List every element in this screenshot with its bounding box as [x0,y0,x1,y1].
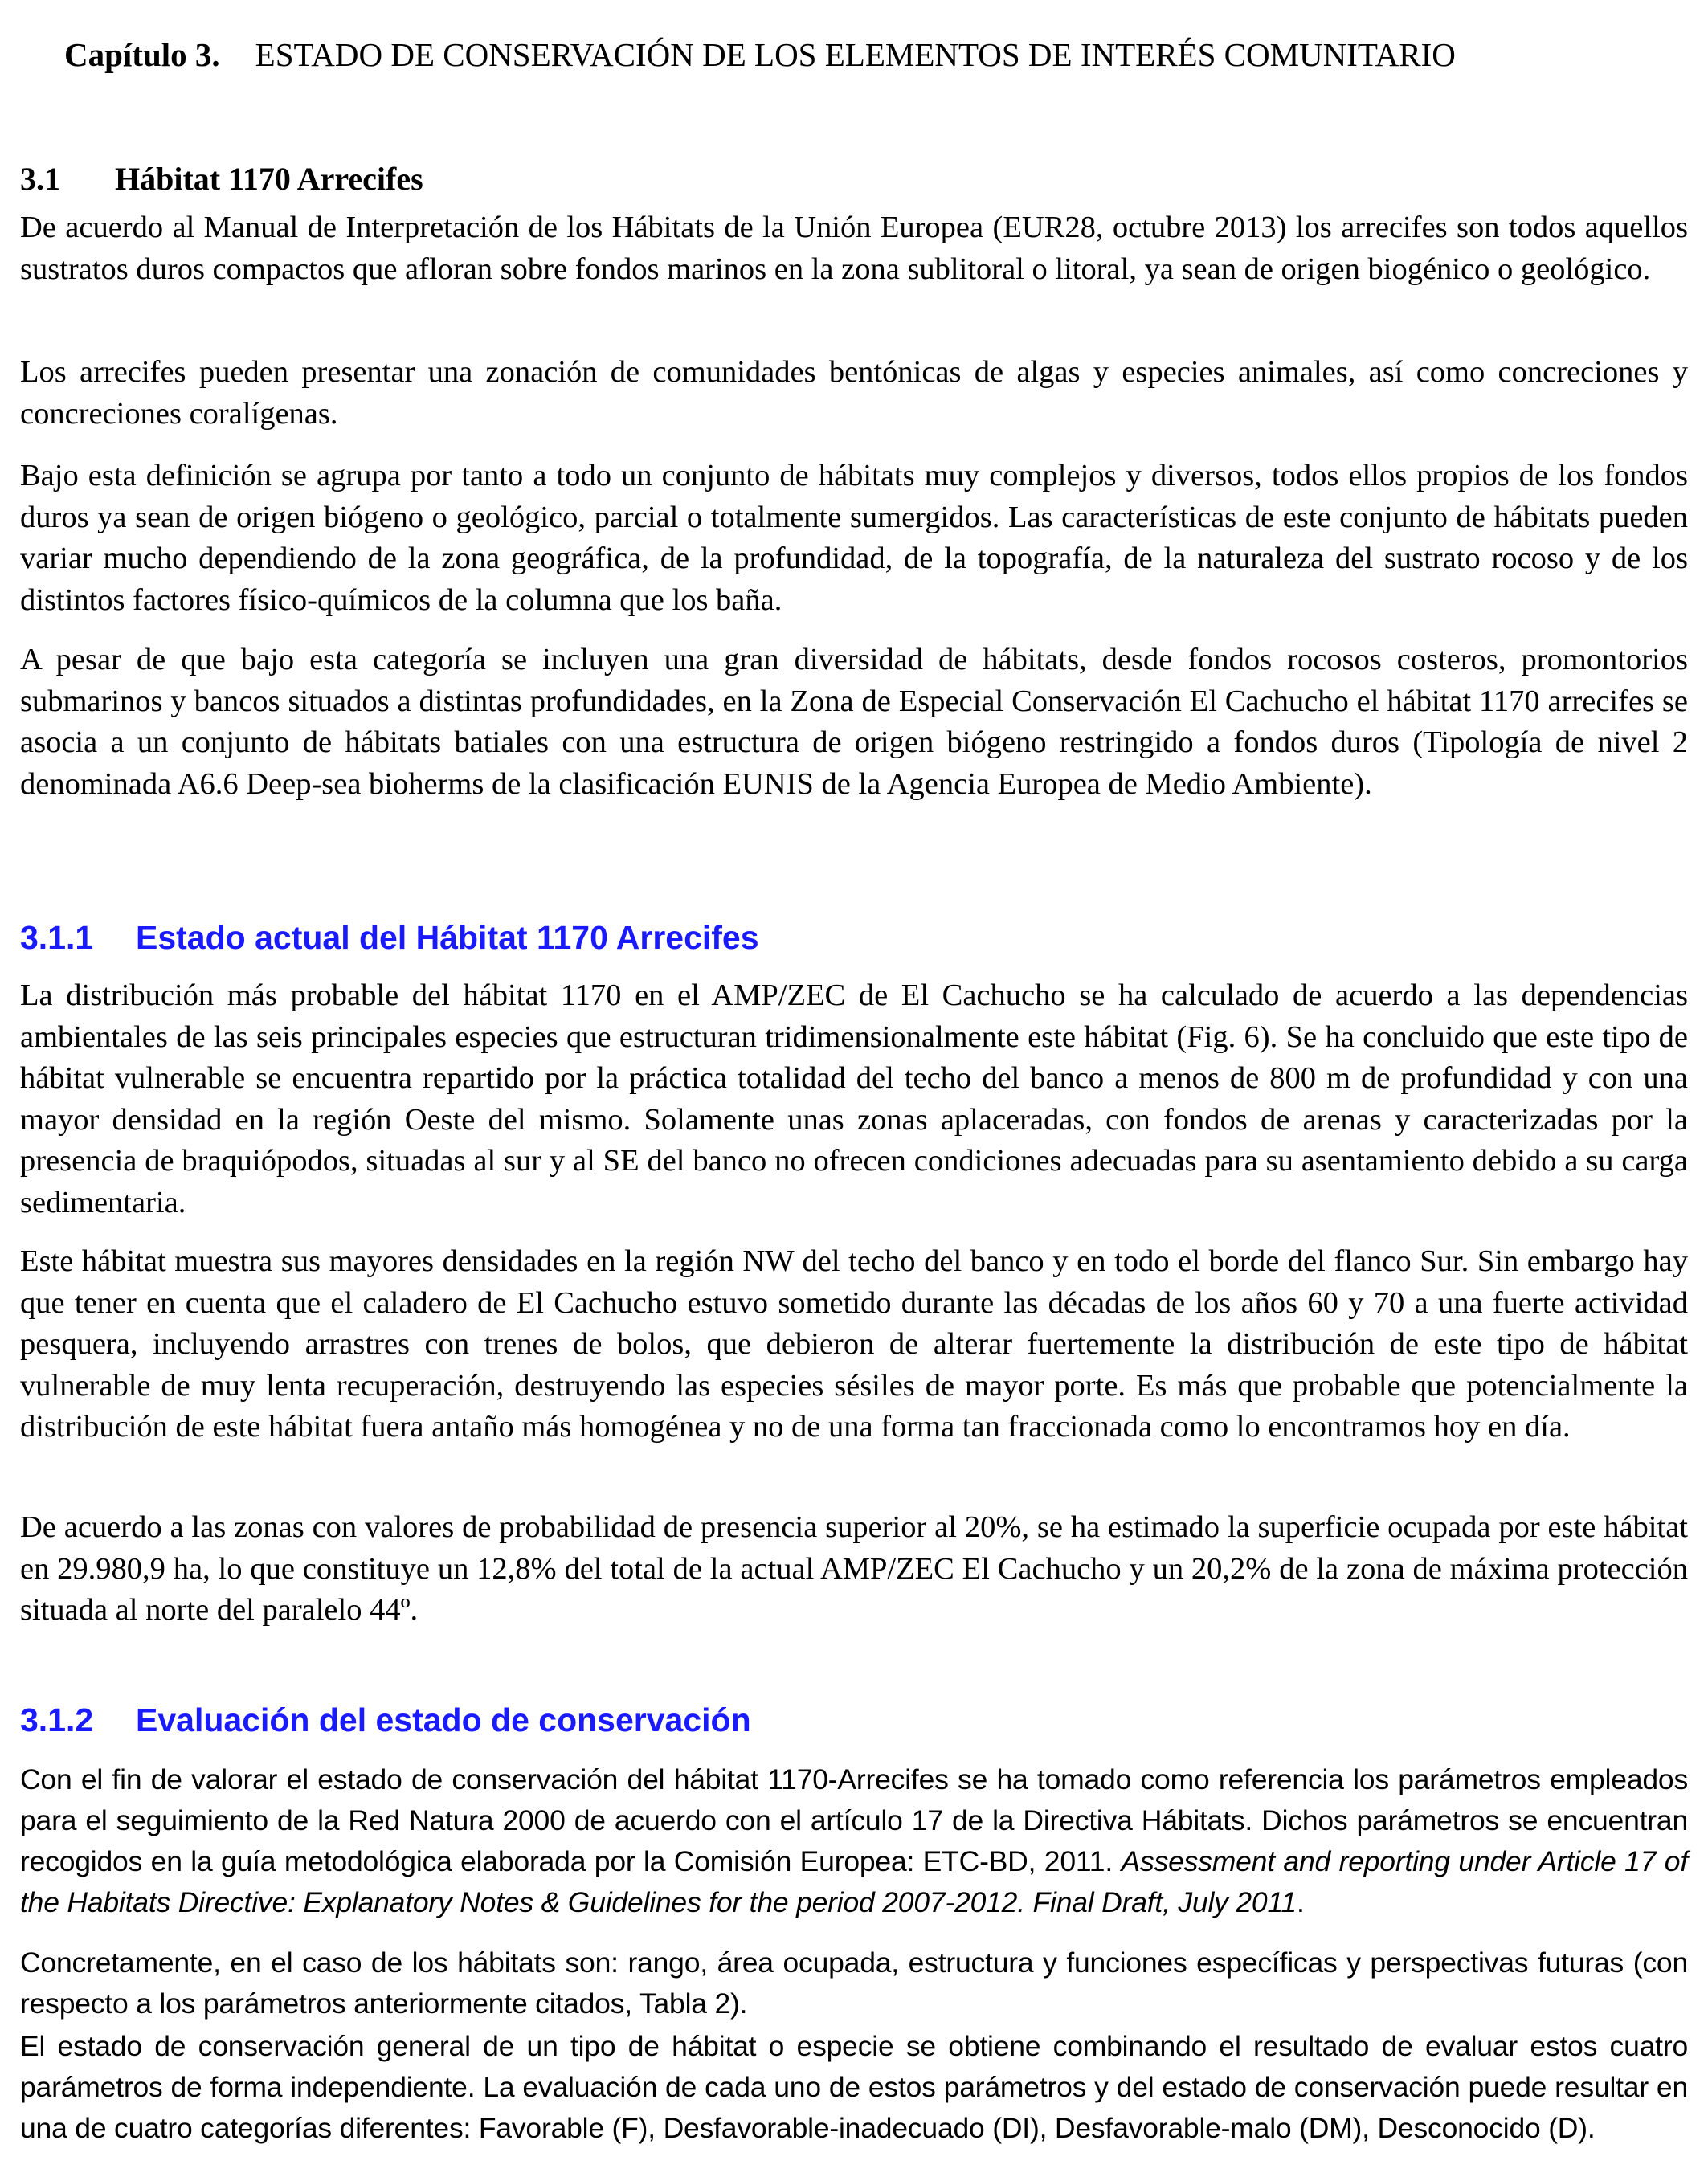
paragraph: A pesar de que bajo esta categoría se incluyen una gran diversidad de hábitats, desde fondos rocosos costeros, promontorios submarinos y bancos situados a distintas profundidades, en la Zona de Especial Conservación El Cachucho el hábitat 1170 arrecifes se asocia a un conjunto de hábitats batiales con una estructura de origen biógeno restringido a fondos duros (Tipología de nivel 2 denominada A6.6 Deep-sea bioherms de la clasificación EUNIS de la Agencia Europea de Medio Ambiente). [20,643,1688,801]
section-3-1-2-heading [20,1696,751,1744]
section-3-1-heading [20,155,423,203]
section-number: 3.1.1 [20,919,94,956]
paragraph-end: . [1296,1886,1305,1918]
section-3-1-1-heading [20,913,759,962]
paragraph: De acuerdo al Manual de Interpretación de los Hábitats de la Unión Europea (EUR28, octubre 2013) los arrecifes son todos aquellos sustratos duros compactos que afloran sobre fondos marinos en la zona sublitoral o litoral, ya sean de origen biogénico o geológico. [20,210,1688,286]
paragraph: Este hábitat muestra sus mayores densidades en la región NW del techo del banco y en todo el borde del flanco Sur. Sin embargo hay que tener en cuenta que el caladero de El Cachucho estuvo sometido durante las décadas de los años 60 y 70 a una fuerte actividad pesquera, incluyendo arrastres con trenes de bolos, que debieron de alterar fuertemente la distribución de este tipo de hábitat vulnerable de muy lenta recuperación, destruyendo las especies sésiles de mayor porte. Es más que probable que potencialmente la distribución de este hábitat fuera antaño más homogénea y no de una forma tan fraccionada como lo encontramos hoy en día. [20,1244,1688,1444]
section-number: 3.1.2 [20,1701,94,1738]
paragraph-text: Con el fin de valorar el estado de conservación del hábitat 1170-Arrecifes se ha tomado como referencia los parámetros empleados para el seguimiento de la Red Natura 2000 de acuerdo con el artículo 17 de la Directiva Hábitats. Dichos parámetros se encuentran recogidos en la guía metodológica elaborada por la Comisión Europea: ETC-BD, 2011. [20,1763,1688,1877]
chapter-heading [64,31,1456,79]
paragraph: Los arrecifes pueden presentar una zonación de comunidades bentónicas de algas y especies animales, así como concreciones y concreciones coralígenas. [20,355,1688,431]
paragraph: De acuerdo a las zonas con valores de probabilidad de presencia superior al 20%, se ha estimado la superficie ocupada por este hábitat en 29.980,9 ha, lo que constituye un 12,8% del total de la actual AMP/ZEC El Cachucho y un 20,2% de la zona de máxima protección situada al norte del paralelo 44º. [20,1510,1688,1627]
citation-title: Assessment and reporting under Article 17 of the Habitats Directive: Explanatory Notes & Guidelines for the period 2007-2012. Final Draft, July 2011 [20,1845,1689,1918]
paragraph: La distribución más probable del hábitat 1170 en el AMP/ZEC de El Cachucho se ha calculado de acuerdo a las dependencias ambientales de las seis principales especies que estructuran tridimensionalmente este hábitat (Fig. 6). Se ha concluido que este tipo de hábitat vulnerable se encuentra repartido por la práctica totalidad del techo del banco a menos de 800 m de profundidad y con una mayor densidad en la región Oeste del mismo. Solamente unas zonas aplaceradas, con fondos de arenas y caracterizadas por la presencia de braquiópodos, situadas al sur y al SE del banco no ofrecen condiciones adecuadas para su asentamiento debido a su carga sedimentaria. [20,978,1688,1219]
paragraph: El estado de conservación general de un tipo de hábitat o especie se obtiene combinando el resultado de evaluar estos cuatro parámetros de forma independiente. La evaluación de cada uno de estos parámetros y del estado de conservación puede resultar en una de cuatro categorías diferentes: Favorable (F), Desfavorable-inadecuado (DI), Desfavorable-malo (DM), Desconocido (D). [20,2030,1688,2144]
section-number: 3.1 [20,161,60,197]
paragraph: Bajo esta definición se agrupa por tanto a todo un conjunto de hábitats muy complejos y diversos, todos ellos propios de los fondos duros ya sean de origen biógeno o geológico, parcial o totalmente sumergidos. Las características de este conjunto de hábitats pueden variar mucho dependiendo de la zona geográfica, de la profundidad, de la topografía, de la naturaleza del sustrato rocoso y de los distintos factores físico-químicos de la columna que los baña. [20,459,1688,617]
section-title: Evaluación del estado de conservación [136,1701,751,1738]
chapter-title: ESTADO DE CONSERVACIÓN DE LOS ELEMENTOS DE INTERÉS COMUNITARIO [255,36,1456,73]
section-title: Hábitat 1170 Arrecifes [115,161,423,197]
paragraph [20,1759,1688,1923]
chapter-number: Capítulo 3. [64,36,220,73]
paragraph: Concretamente, en el caso de los hábitats son: rango, área ocupada, estructura y funciones específicas y perspectivas futuras (con respecto a los parámetros anteriormente citados, Tabla 2). [20,1946,1688,2020]
section-title: Estado actual del Hábitat 1170 Arrecifes [136,919,759,956]
